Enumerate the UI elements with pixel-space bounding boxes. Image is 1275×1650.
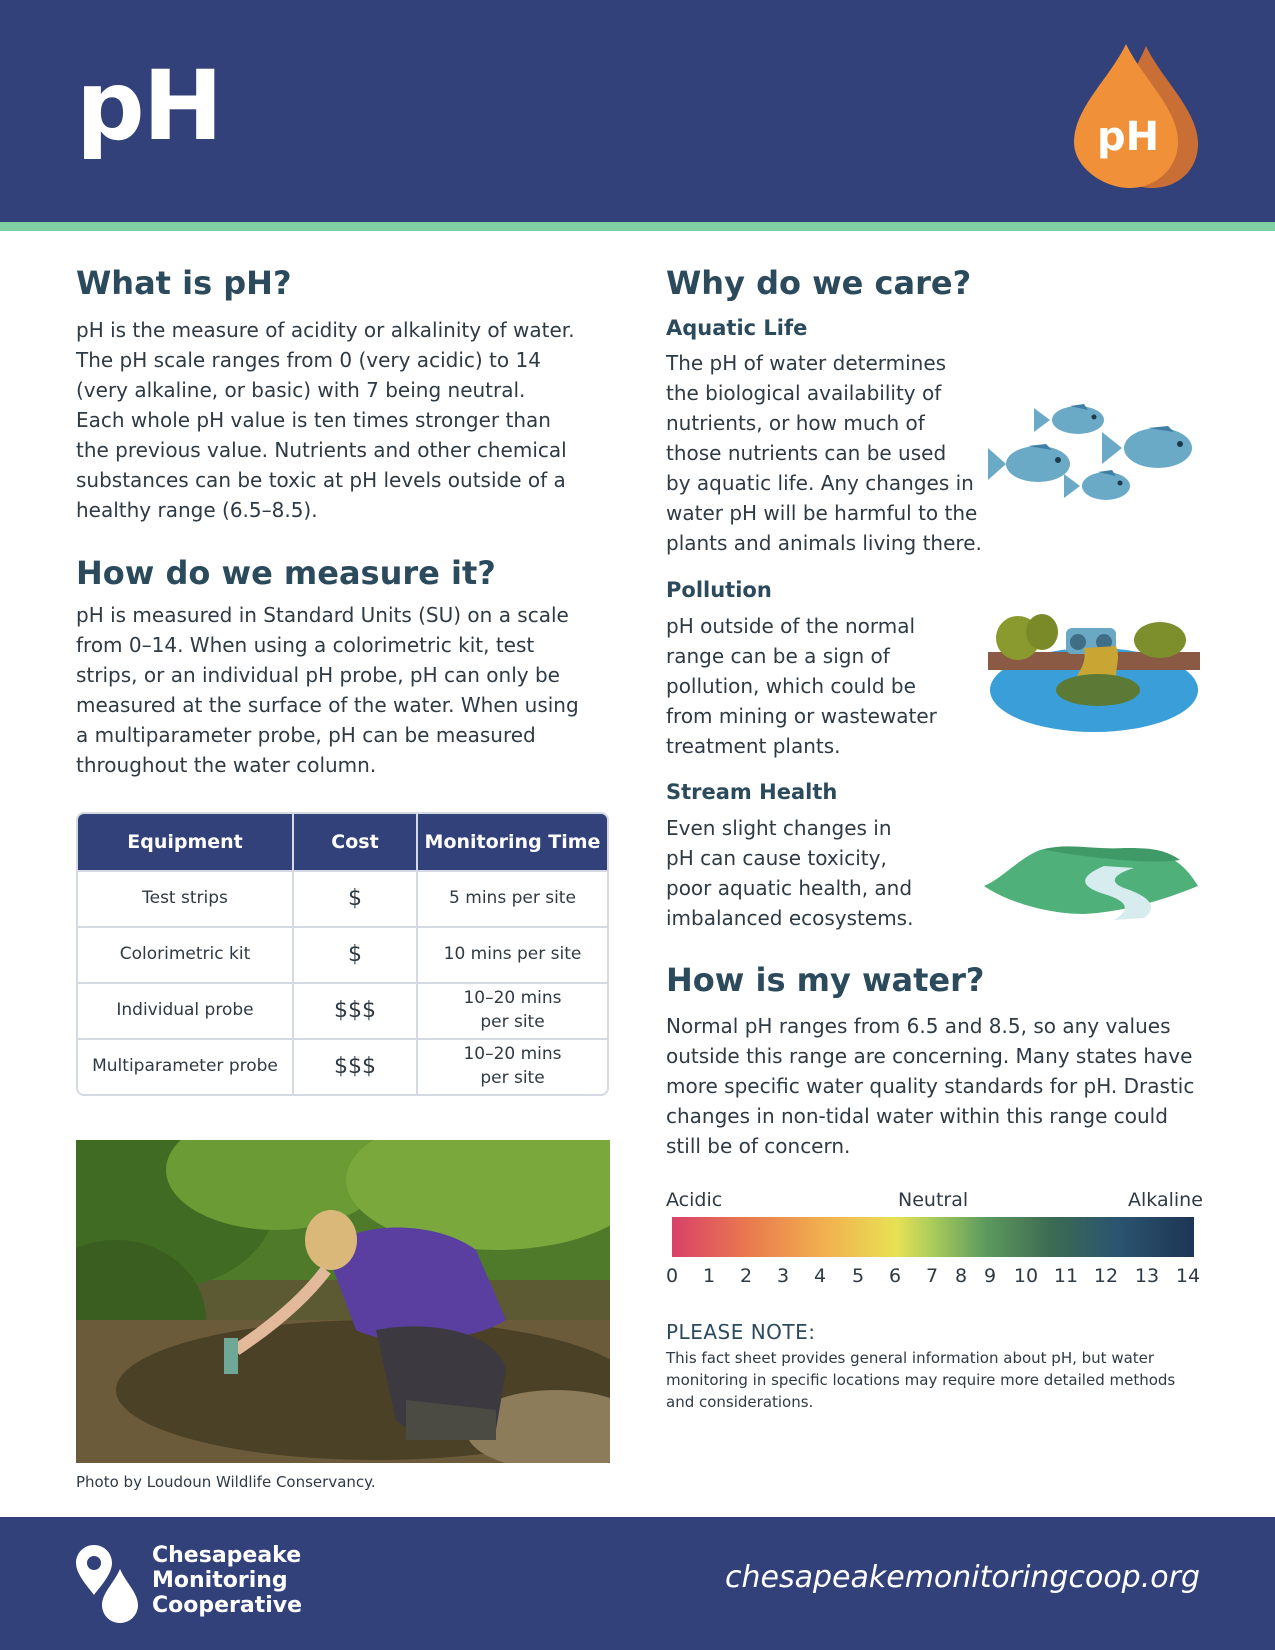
fish-icon	[988, 402, 1206, 514]
table-row	[78, 982, 607, 1038]
column-header-time: Monitoring Time	[416, 814, 607, 870]
scale-tick: 11	[1053, 1265, 1079, 1287]
section-heading-water: How is my water?	[666, 961, 985, 999]
cell-equipment: Test strips	[78, 870, 292, 926]
cell-equipment: Multiparameter probe	[78, 1038, 292, 1094]
scale-tick: 14	[1175, 1265, 1201, 1287]
stream-landscape-icon	[984, 842, 1200, 924]
column-header-cost: Cost	[292, 814, 416, 870]
scale-label-neutral: Neutral	[898, 1189, 969, 1211]
section-heading-why: Why do we care?	[666, 264, 972, 302]
what-paragraph: pH is the measure of acidity or alkalinity of water. The pH scale ranges from 0 (very acidic) to 14 (very alkaline, or basic) with 7 being neutral. Each whole pH value is ten times stronger than the previous value. Nutrients and other chemical substances can be toxic at pH levels outside of a healthy range (6.5–8.5).	[76, 318, 575, 522]
table-row	[78, 926, 607, 982]
cell-equipment: Colorimetric kit	[78, 926, 292, 982]
cell-time: 10 mins per site	[416, 926, 607, 982]
scale-tick: 10	[1013, 1265, 1039, 1287]
cell-time: 10–20 mins per site	[416, 1038, 607, 1094]
org-name: Chesapeake Monitoring Cooperative	[152, 1543, 303, 1618]
scale-tick: 9	[983, 1265, 997, 1287]
measure-paragraph: pH is measured in Standard Units (SU) on a scale from 0–14. When using a colorimetric kit, test strips, or an individual pH probe, pH can only be measured at the surface of the water. When using a multiparameter probe, pH can be measured throughout the water column.	[76, 603, 579, 777]
drop-logo-text: pH	[1096, 114, 1160, 160]
photo-caption: Photo by Loudoun Wildlife Conservancy.	[76, 1473, 376, 1491]
subheading-pollution: Pollution	[666, 578, 772, 602]
cell-time: 5 mins per site	[416, 870, 607, 926]
scale-tick: 0	[665, 1265, 679, 1287]
scale-tick: 1	[702, 1265, 716, 1287]
field-photo	[76, 1140, 610, 1463]
table-row	[78, 1038, 607, 1094]
scale-tick: 6	[888, 1265, 902, 1287]
scale-tick: 7	[925, 1265, 939, 1287]
map-pin-drop-icon	[76, 1545, 140, 1623]
scale-label-acidic: Acidic	[666, 1189, 723, 1211]
water-paragraph: Normal pH ranges from 6.5 and 8.5, so any values outside this range are concerning. Many states have more specific water quality standards for pH. Drastic changes in non-tidal water within this range could still be of concern.	[666, 1014, 1195, 1158]
table-header-row	[78, 814, 607, 870]
scale-tick: 8	[954, 1265, 968, 1287]
cell-cost: $$$	[292, 982, 416, 1038]
cell-equipment: Individual probe	[78, 982, 292, 1038]
cell-cost: $	[292, 870, 416, 926]
pollution-icon	[988, 610, 1200, 738]
column-header-equipment: Equipment	[78, 814, 292, 870]
cell-time: 10–20 mins per site	[416, 982, 607, 1038]
website-link[interactable]: chesapeakemonitoringcoop.org	[725, 1560, 1200, 1595]
note-title: PLEASE NOTE:	[666, 1320, 816, 1344]
scale-tick: 12	[1093, 1265, 1119, 1287]
cell-cost: $$$	[292, 1038, 416, 1094]
stream-health-paragraph: Even slight changes in pH can cause toxicity, poor aquatic health, and imbalanced ecosystems.	[666, 816, 914, 930]
pollution-paragraph: pH outside of the normal range can be a sign of pollution, which could be from mining or wastewater treatment plants.	[666, 614, 937, 758]
aquatic-life-paragraph: The pH of water determines the biological availability of nutrients, or how much of those nutrients can be used by aquatic life. Any changes in water pH will be harmful to the plants and animals living there.	[666, 351, 982, 555]
scale-tick: 3	[776, 1265, 790, 1287]
equipment-table	[76, 812, 609, 1096]
section-heading-measure: How do we measure it?	[76, 554, 496, 592]
page-title: pH	[76, 50, 222, 162]
subheading-stream-health: Stream Health	[666, 780, 838, 804]
scale-tick: 5	[851, 1265, 865, 1287]
ph-color-scale	[672, 1217, 1194, 1257]
subheading-aquatic-life: Aquatic Life	[666, 316, 808, 340]
section-heading-what: What is pH?	[76, 264, 292, 302]
scale-tick: 2	[739, 1265, 753, 1287]
scale-tick: 4	[813, 1265, 827, 1287]
ph-drop-icon	[1066, 40, 1206, 190]
header-stripe	[0, 222, 1275, 231]
note-body: This fact sheet provides general information about pH, but water monitoring in specific locations may require more detailed methods and considerations.	[666, 1349, 1176, 1411]
cell-cost: $	[292, 926, 416, 982]
table-row	[78, 870, 607, 926]
scale-label-alkaline: Alkaline	[1128, 1189, 1203, 1211]
scale-tick: 13	[1134, 1265, 1160, 1287]
